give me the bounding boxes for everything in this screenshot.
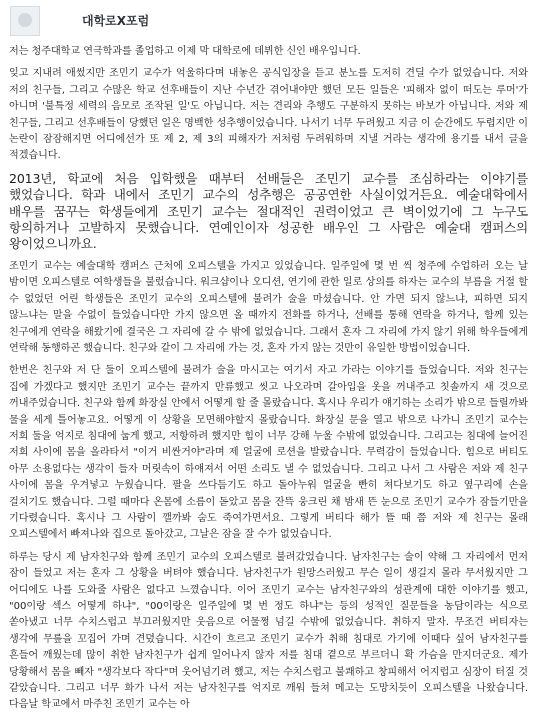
page-avatar[interactable] — [10, 6, 40, 36]
post-paragraph: 조민기 교수는 예술대학 캠퍼스 근처에 오피스텔을 가지고 있었습니다. 일주일에 몇 번 씩 청주에 수업하러 오는 날 밤이면 오피스텔로 여학생들을 불렀습니다. 워크샵이나 오디션, 연기에 관한 일로 상의를 하자는 교수의 부름을 거절 할 수 없었던 어린 학생들은 조민기 교수의 오피스텔에 불려가 술을 마셨습니다. 안 가면 되지 않느냐, 피하면 되지 않느냐는 말을 수없이 들었습니다만 가지 않으면 올 때까지 전화를 하거나, 선배를 통해 연락을 하거나, 함께 있는 친구에게 연락을 해왔기에 결국은 그 자리에 갈 수 밖에 없었습니다. 그래서 혼자 그 자리에 가지 않기 위해 학우들에게 연락해 동행하곤 했습니다. 친구와 같이 그 자리에 가는 것, 혼자 가지 않는 것만이 유일한 방법이었습니다. — [9, 260, 528, 354]
avatar-placeholder-icon — [18, 13, 32, 27]
post-paragraph: 잊고 지내려 애썼지만 조민기 교수가 억울하다며 내놓은 공식입장을 듣고 분노를 도저히 견딜 수가 없었습니다. 저와 저의 친구들, 그리고 수많은 학교 선후배들이 지난 수년간 겪어내야만 했던 모든 일들은 '피해자 없이 떠도는 루머'가 아니며 '불특정 세력의 음모로 조작된 일'도 아닙니다. 저는 견리와 추행도 구분하지 못하는 바보가 아닙니다. 저와 제 친구들, 그리고 선후배들이 당했던 일은 명백한 성추행이었습니다. 나서기 너무 두려웠고 지금 이 순간에도 두렵지만 이 논란이 잠잠해지면 어디에선가 또 제 2, 제 3의 피해자가 저처럼 두려워하며 지낼 거라는 생각에 용기를 내서 글을 적겠습니다. — [9, 68, 528, 162]
post-paragraph: 2013년, 학교에 처음 입학했을 때부터 선배들은 조민기 교수를 조심하라는 이야기를 했었습니다. 학과 내에서 조민기 교수의 성추행은 공공연한 사실이었거든요. 예술대학에서 배우를 꿈꾸는 학생들에게 조민기 교수는 절대적인 권력이었고 큰 벽이었기에 그 누구도 항의하거나 고발하지 못했습니다. 연예인이자 성공한 배우인 그 사람은 예술대 캠퍼스의 왕이었으니까요. — [9, 170, 528, 252]
post-paragraph: 한번은 친구와 저 단 둘이 오피스텔에 불려가 술을 마시고는 여기서 자고 가라는 이야기를 들었습니다. 저와 친구는 집에 가겠다고 했지만 조민기 교수는 끝까지 만류했고 씻고 나오라며 갈아입을 옷을 꺼내주고 칫솔까지 새 것으로 꺼내주었습니다. 친구와 함께 화장실 안에서 어떻게 할 줄 몰랐습니다. 혹시나 우리가 얘기하는 소리가 밖으로 들릴까봐 물을 세게 틀어놓고요. 어떻게 이 상황을 모면해야할지 몰랐습니다. 화장실 문을 열고 밖으로 나가니 조민기 교수는 저희 둘을 억지로 침대에 눕게 했고, 저항하려 했지만 힘이 너무 강해 누울 수밖에 없었습니다. 그리고는 침대에 늘어진 저희 사이에 몸을 올라타서 "이거 비싼거야"라며 제 얼굴에 로션을 발랐습니다. 무력감이 들었습니다. 힘으로 버티도 아무 소용없다는 생각이 들자 머릿속이 하얘져서 어떤 소리도 낼 수 없었습니다. 그리고 나서 그 사람은 저와 제 친구 사이에 몸을 우겨넣고 누웠습니다. 팔을 쓰다듬기도 하고 돌아누워 얼굴을 빤히 쳐다보기도 하고 옆구리에 손을 걸치기도 했습니다. 그럴 때마다 온몸에 소름이 돋았고 몸을 잔뜩 웅크린 채 밤새 뜬 눈으로 조민기 교수가 잠들기만을 기다렸습니다. 혹시나 그 사람이 깰까봐 숨도 죽여가면서요. 그렇게 버티다 해가 뜰 때 쯤 저와 제 친구는 몰래 오피스텔에서 빠져나와 집으로 돌아갔고, 그날은 잠을 잘 수가 없었습니다. — [9, 365, 528, 541]
post-paragraph: 저는 청주대학교 연극학과를 졸업하고 이제 막 대학로에 데뷔한 신인 배우입니다. — [9, 46, 361, 57]
post-body — [0, 44, 538, 711]
page-name[interactable]: 대학로X포럼 — [82, 14, 150, 28]
post-paragraph: 하루는 당시 제 남자친구와 함께 조민기 교수의 오피스텔로 불려갔었습니다. 남자친구는 술이 약해 그 자리에서 먼저 잠이 들었고 저는 혼자 그 상황을 버텨야 했습니다. 남자친구가 원망스러웠고 무슨 일이 생길지 몰라 무서웠지만 그 어디에도 나를 도와줄 사람은 없다고 느꼈습니다. 이어 조민기 교수는 남자친구와의 성관계에 대한 이야기를 했고, "00이랑 섹스 어떻게 하냐", "00이랑은 일주일에 몇 번 정도 하냐"는 등의 성적인 질문들을 농담이라는 식으로 쏟아냈고 너무 수치스럽고 부끄러웠지만 웃음으로 어물쩡 넘길 수밖에 없었습니다. 취하지 말자. 무조건 버티자는 생각에 무릎을 꼬집어 가며 견뎠습니다. 시간이 흐르고 조민기 교수가 취해 침대로 가기에 이때다 싶어 남자친구를 흔들어 깨웠는데 많이 취한 남자친구가 쉽게 일어나지 않자 저를 침대 곁으로 부르더니 확 가슴을 만지더군요. 제가 당황해서 몸을 빼자 "생각보다 작다"며 웃어넘기려 했고, 저는 수치스럽고 불쾌하고 창피해서 어지럽고 심장이 터질 것 같았습니다. 그리고 너무 화가 나서 저는 남자친구를 억지로 깨워 들쳐 메고는 도망치듯이 오피스텔을 나왔습니다. 다음날 학교에서 마주친 조민기 교수는 아 — [9, 551, 528, 711]
post-header — [0, 0, 538, 42]
